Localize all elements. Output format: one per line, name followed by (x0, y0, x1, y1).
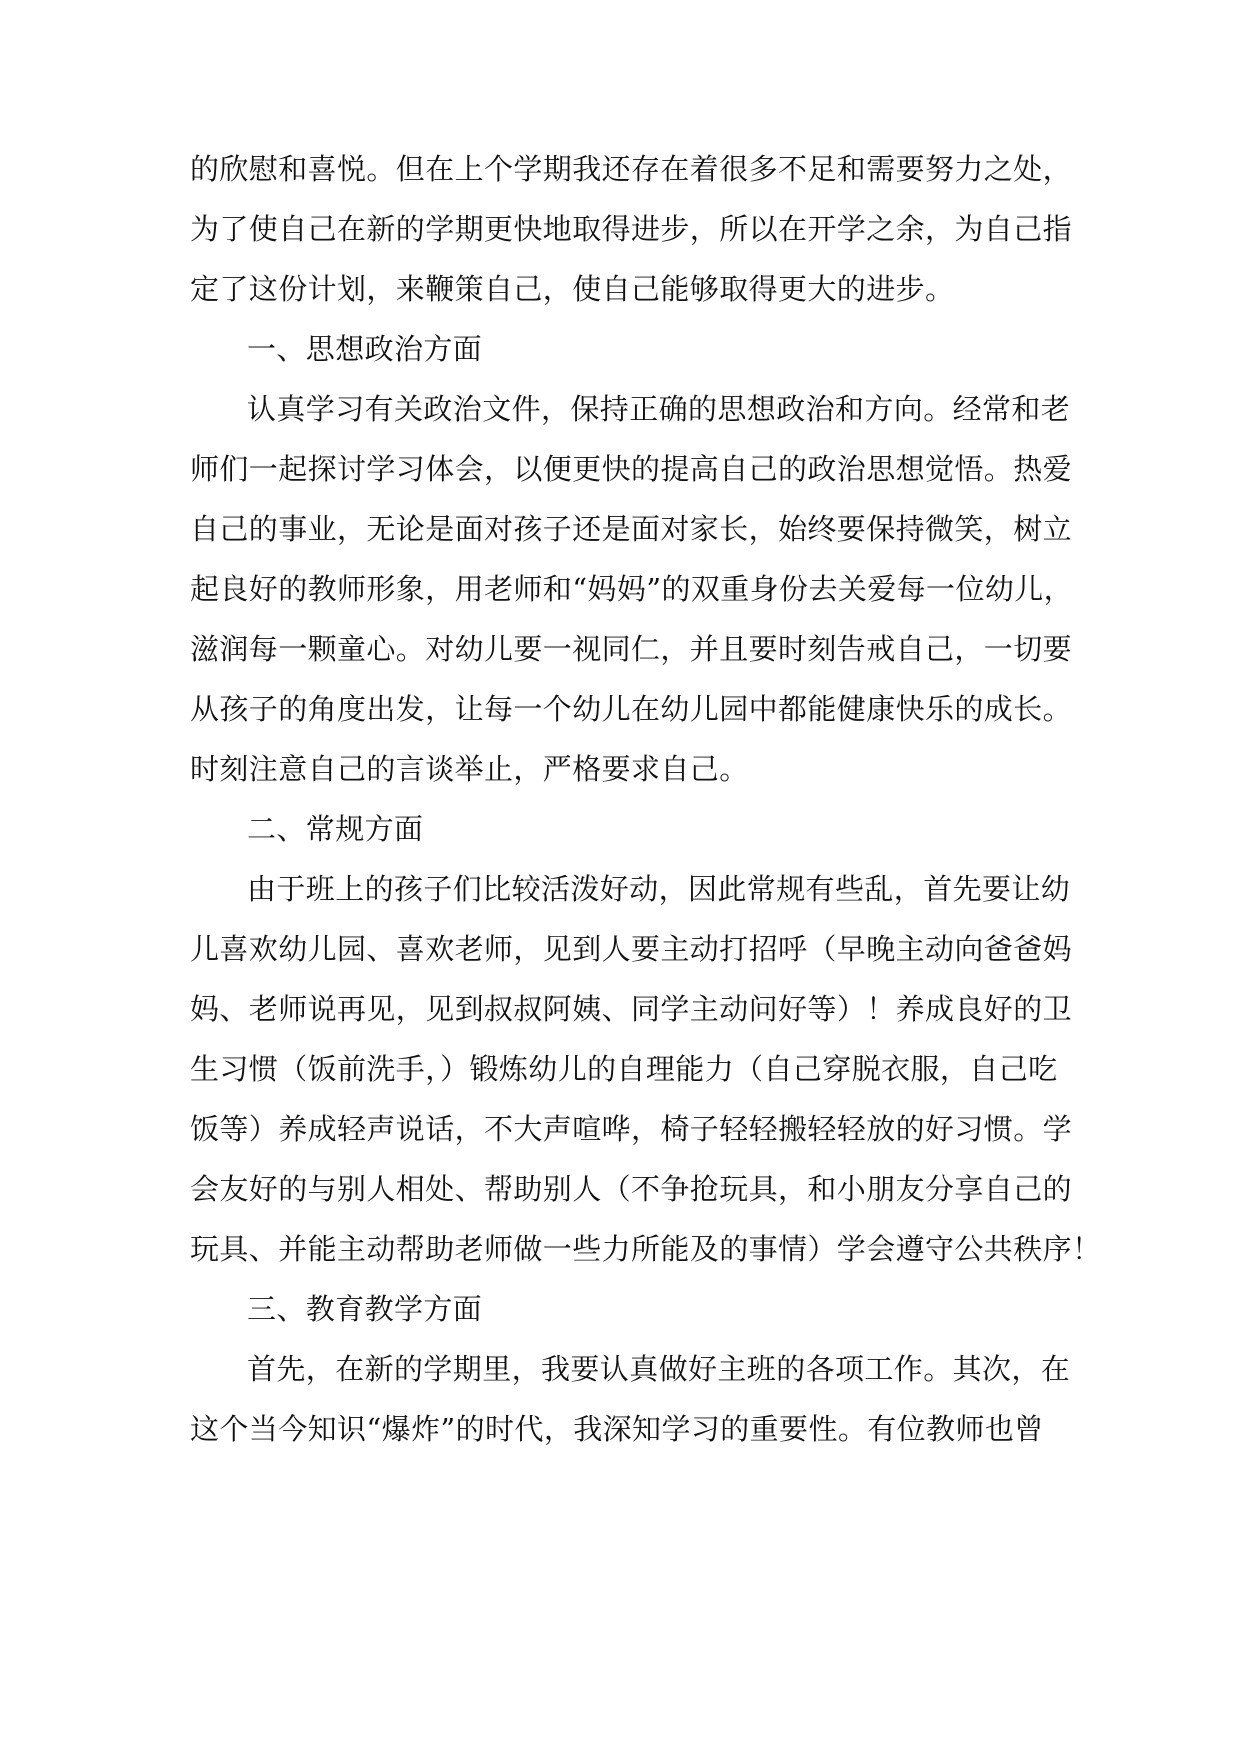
paragraph-line: 定了这份计划，来鞭策自己，使自己能够取得更大的进步。 (190, 272, 955, 306)
paragraph-line: 师们一起探讨学习体会，以便更快的提高自己的政治思想觉悟。热爱 (190, 452, 1073, 486)
paragraph-line: 会友好的与别人相处、帮助别人（不争抢玩具，和小朋友分享自己的 (190, 1172, 1073, 1206)
paragraph-line: 生习惯（饭前洗手，）锻炼幼儿的自理能力（自己穿脱衣服，自己吃 (190, 1052, 1058, 1086)
paragraph-line: 从孩子的角度出发，让每一个幼儿在幼儿园中都能健康快乐的成长。 (190, 692, 1073, 726)
paragraph-line: 为了使自己在新的学期更快地取得进步，所以在开学之余，为自己指 (190, 212, 1073, 246)
paragraph-line: 起良好的教师形象，用老师和“妈妈”的双重身份去关爱每一位幼儿， (190, 572, 1074, 606)
paragraph-line: 滋润每一颗童心。对幼儿要一视同仁，并且要时刻告戒自己，一切要 (190, 632, 1073, 666)
paragraph-line: 自己的事业，无论是面对孩子还是面对家长，始终要保持微笑，树立 (190, 512, 1073, 546)
paragraph-line: 时刻注意自己的言谈举止，严格要求自己。 (190, 752, 749, 786)
paragraph-line: 首先，在新的学期里，我要认真做好主班的各项工作。其次，在 (247, 1352, 1071, 1386)
paragraph-line: 的欣慰和喜悦。但在上个学期我还存在着很多不足和需要努力之处， (190, 152, 1073, 186)
paragraph-line: 玩具、并能主动帮助老师做一些力所能及的事情）学会遵守公共秩序！ (190, 1232, 1102, 1266)
paragraph-line: 饭等）养成轻声说话，不大声喧哗，椅子轻轻搬轻轻放的好习惯。学 (190, 1112, 1073, 1146)
paragraph-line: 儿喜欢幼儿园、喜欢老师，见到人要主动打招呼（早晚主动向爸爸妈 (190, 932, 1073, 966)
paragraph-line: 这个当今知识“爆炸”的时代，我深知学习的重要性。有位教师也曾 (190, 1412, 1044, 1446)
section-heading: 一、思想政治方面 (247, 332, 483, 366)
paragraph-line: 认真学习有关政治文件，保持正确的思想政治和方向。经常和老 (247, 392, 1071, 426)
section-heading: 三、教育教学方面 (247, 1292, 483, 1326)
section-heading: 二、常规方面 (247, 812, 424, 846)
paragraph-line: 妈、老师说再见，见到叔叔阿姨、同学主动问好等）！养成良好的卫 (190, 992, 1073, 1026)
paragraph-line: 由于班上的孩子们比较活泼好动，因此常规有些乱，首先要让幼 (247, 872, 1071, 906)
